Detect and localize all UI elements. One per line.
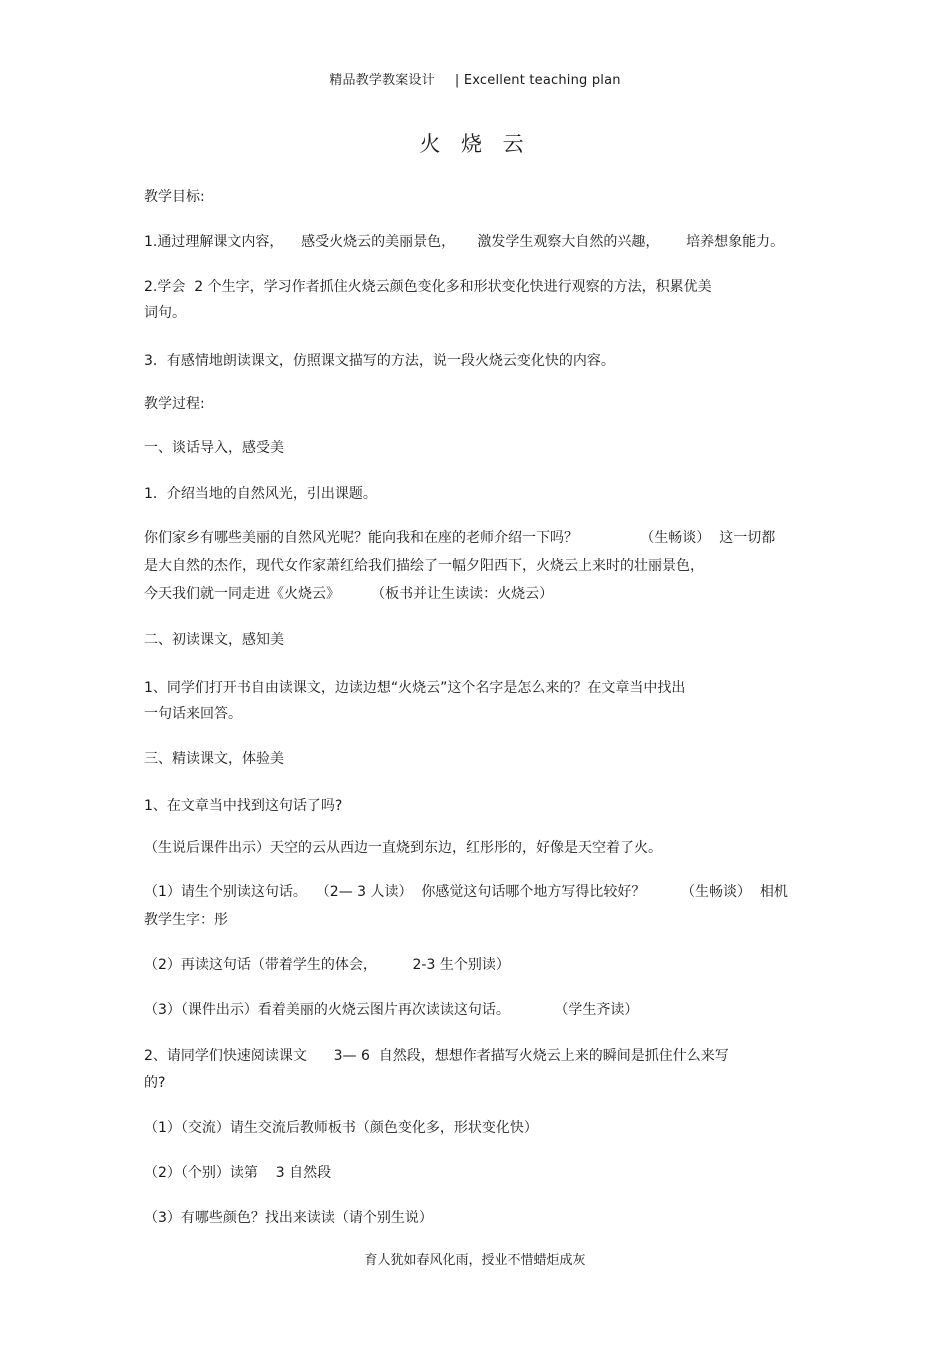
substep-2: （2）再读这句话（带着学生的体会， 2-3 生个别读） [144,957,510,973]
discussion-3: （3）有哪些颜色？找出来读读（请个别生说） [144,1210,433,1226]
goal-1: 1.通过理解课文内容， 感受火烧云的美丽景色， 激发学生观察大自然的兴趣， 培养想象能力。 [144,234,785,250]
step-3-2-line-1: 2、请同学们快速阅读课文 3— 6 自然段，想想作者描写火烧云上来的瞬间是抓住什么来写 [144,1048,729,1064]
goal-3: 3．有感情地朗读课文，仿照课文描写的方法，说一段火烧云变化快的内容。 [144,353,615,369]
substep-1-line-2: 教学生字：彤 [144,912,228,928]
section-3-heading: 三、精读课文，体验美 [144,751,284,767]
substep-1-line-1: （1）请生个别读这句话。 （2— 3 人读） 你感觉这句话哪个地方写得比较好？ （生畅谈） 相机 [144,884,788,900]
step-1-1: 1．介绍当地的自然风光，引出课题。 [144,486,377,502]
courseware-sentence: （生说后课件出示）天空的云从西边一直烧到东边，红彤彤的，好像是天空着了火。 [144,840,662,856]
header-left-text: 精品教学教案设计 [329,73,435,88]
page-header [0,69,950,88]
step-3-1: 1、在文章当中找到这句话了吗? [144,798,343,814]
discussion-2: （2）（个别）读第 3 自然段 [144,1165,332,1181]
goal-2-line-1: 2.学会 2 个生字，学习作者抓住火烧云颜色变化多和形状变化快进行观察的方法，积累优美 [144,279,712,295]
goal-2-line-2: 词句。 [144,305,186,321]
section-2-heading: 二、初读课文，感知美 [144,632,284,648]
heading-teaching-goals: 教学目标: [144,189,205,205]
substep-3: （3）（课件出示）看着美丽的火烧云图片再次读读这句话。 （学生齐读） [144,1002,639,1018]
discussion-1: （1）（交流）请生交流后教师板书（颜色变化多，形状变化快） [144,1120,538,1136]
paragraph-intro-line-3: 今天我们就一同走进《火烧云》 （板书并让生读读：火烧云） [144,586,554,602]
step-2-1-line-2: 一句话来回答。 [144,706,242,722]
section-1-heading: 一、谈话导入，感受美 [144,440,284,456]
step-2-1-line-1: 1、同学们打开书自由读课文，边读边想“火烧云”这个名字是怎么来的？在文章当中找出 [144,680,686,696]
step-3-2-line-2: 的? [144,1075,166,1091]
paragraph-intro-line-2: 是大自然的杰作，现代女作家萧红给我们描绘了一幅夕阳西下，火烧云上来时的壮丽景色， [144,558,704,574]
heading-teaching-process: 教学过程: [144,396,205,412]
document-title: 火 烧 云 [419,132,531,156]
paragraph-intro-line-1: 你们家乡有哪些美丽的自然风光呢？能向我和在座的老师介绍一下吗？ （生畅谈） 这一切都 [144,530,776,546]
header-right-text: | Excellent teaching plan [454,73,621,88]
page-footer: 育人犹如春风化雨，授业不惜蜡炬成灰 [364,1253,586,1268]
